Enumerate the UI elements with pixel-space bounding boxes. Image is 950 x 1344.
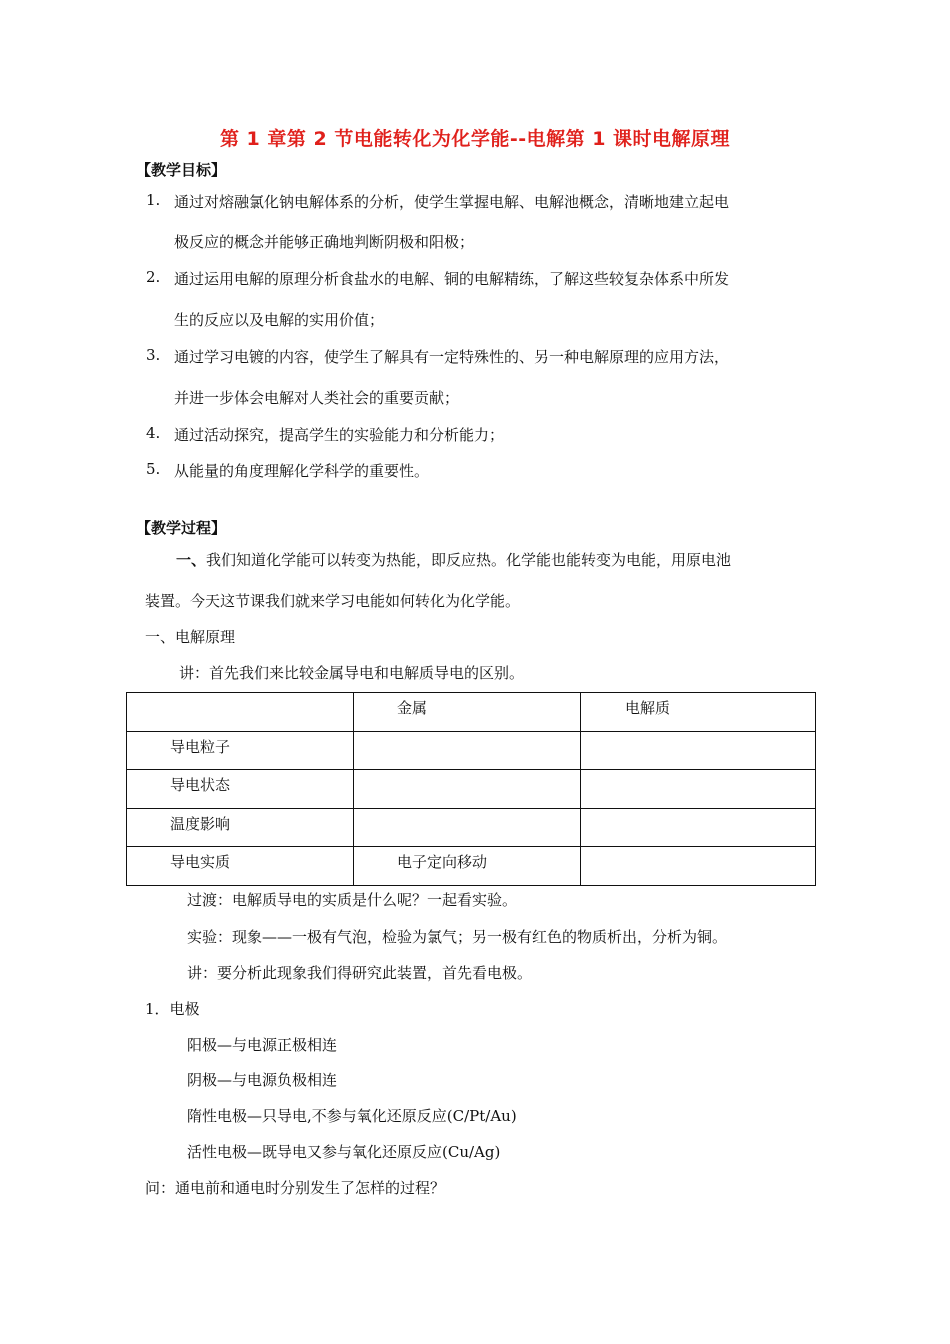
- table-cell: 导电实质: [127, 847, 354, 886]
- table-cell: 导电状态: [127, 770, 354, 809]
- table-cell: [581, 808, 816, 847]
- table-cell: 电子定向移动: [354, 847, 581, 886]
- intro-line1: 我们知道化学能可以转变为热能，即反应热。化学能也能转变为电能，用原电池: [206, 551, 732, 569]
- table-cell: [581, 847, 816, 886]
- objective-text-cont: 生的反应以及电解的实用价值；: [174, 311, 385, 329]
- objective-number: 2.: [146, 268, 161, 286]
- experiment-line: 实验：现象——一极有气泡，检验为氯气；另一极有红色的物质析出，分析为铜。: [187, 928, 728, 946]
- table-header-cell: [127, 693, 354, 732]
- comparison-table: [126, 692, 816, 886]
- table-cell: [354, 770, 581, 809]
- talk-line: 讲：首先我们来比较金属导电和电解质导电的区别。: [179, 664, 525, 682]
- objective-text: 从能量的角度理解化学科学的重要性。: [174, 462, 430, 480]
- objective-text-cont: 并进一步体会电解对人类社会的重要贡献；: [174, 389, 460, 407]
- table-row: [127, 847, 816, 886]
- document-title: 第 1 章第 2 节电能转化为化学能--电解第 1 课时电解原理: [219, 128, 731, 150]
- intro-line2: 装置。今天这节课我们就来学习电能如何转化为化学能。: [145, 592, 521, 610]
- objective-number: 3.: [146, 346, 161, 364]
- table-cell: [581, 770, 816, 809]
- electrode-item: 隋性电极—只导电,不参与氧化还原反应(C/Pt/Au): [187, 1107, 517, 1125]
- intro-lead: 一、: [176, 551, 207, 569]
- question-line: 问：通电前和通电时分别发生了怎样的过程？: [145, 1179, 446, 1197]
- transition-line: 过渡：电解质导电的实质是什么呢？一起看实验。: [187, 891, 518, 909]
- table-row: [127, 731, 816, 770]
- table-header-cell: 电解质: [581, 693, 816, 732]
- talk-line: 讲：要分析此现象我们得研究此装置，首先看电极。: [187, 964, 533, 982]
- objective-text: 通过学习电镀的内容，使学生了解具有一定特殊性的、另一种电解原理的应用方法，: [174, 348, 730, 366]
- objective-number: 1.: [146, 191, 161, 209]
- electrode-item: 活性电极—既导电又参与氧化还原反应(Cu/Ag): [187, 1143, 501, 1161]
- table-cell: [354, 731, 581, 770]
- table-header-cell: 金属: [354, 693, 581, 732]
- table-cell: 温度影响: [127, 808, 354, 847]
- table-cell: 导电粒子: [127, 731, 354, 770]
- objectives-heading: 【教学目标】: [136, 161, 227, 179]
- objective-text: 通过活动探究，提高学生的实验能力和分析能力；: [174, 426, 505, 444]
- objective-text: 通过对熔融氯化钠电解体系的分析，使学生掌握电解、电解池概念，清晰地建立起电: [174, 193, 730, 211]
- objective-text: 通过运用电解的原理分析食盐水的电解、铜的电解精练，了解这些较复杂体系中所发: [174, 270, 730, 288]
- electrode-item: 阴极—与电源负极相连: [187, 1071, 338, 1089]
- table-header-row: [127, 693, 816, 732]
- table-cell: [354, 808, 581, 847]
- electrode-item: 阳极—与电源正极相连: [187, 1036, 338, 1054]
- table-row: [127, 808, 816, 847]
- objective-number: 4.: [146, 424, 161, 442]
- process-heading: 【教学过程】: [136, 519, 227, 537]
- table-cell: [581, 731, 816, 770]
- intro-paragraph: [176, 549, 731, 570]
- table-row: [127, 770, 816, 809]
- subsection-heading: 1．电极: [145, 1000, 200, 1018]
- section-heading: 一、电解原理: [145, 628, 236, 646]
- objective-text-cont: 极反应的概念并能够正确地判断阴极和阳极；: [174, 233, 475, 251]
- objective-number: 5.: [146, 460, 161, 478]
